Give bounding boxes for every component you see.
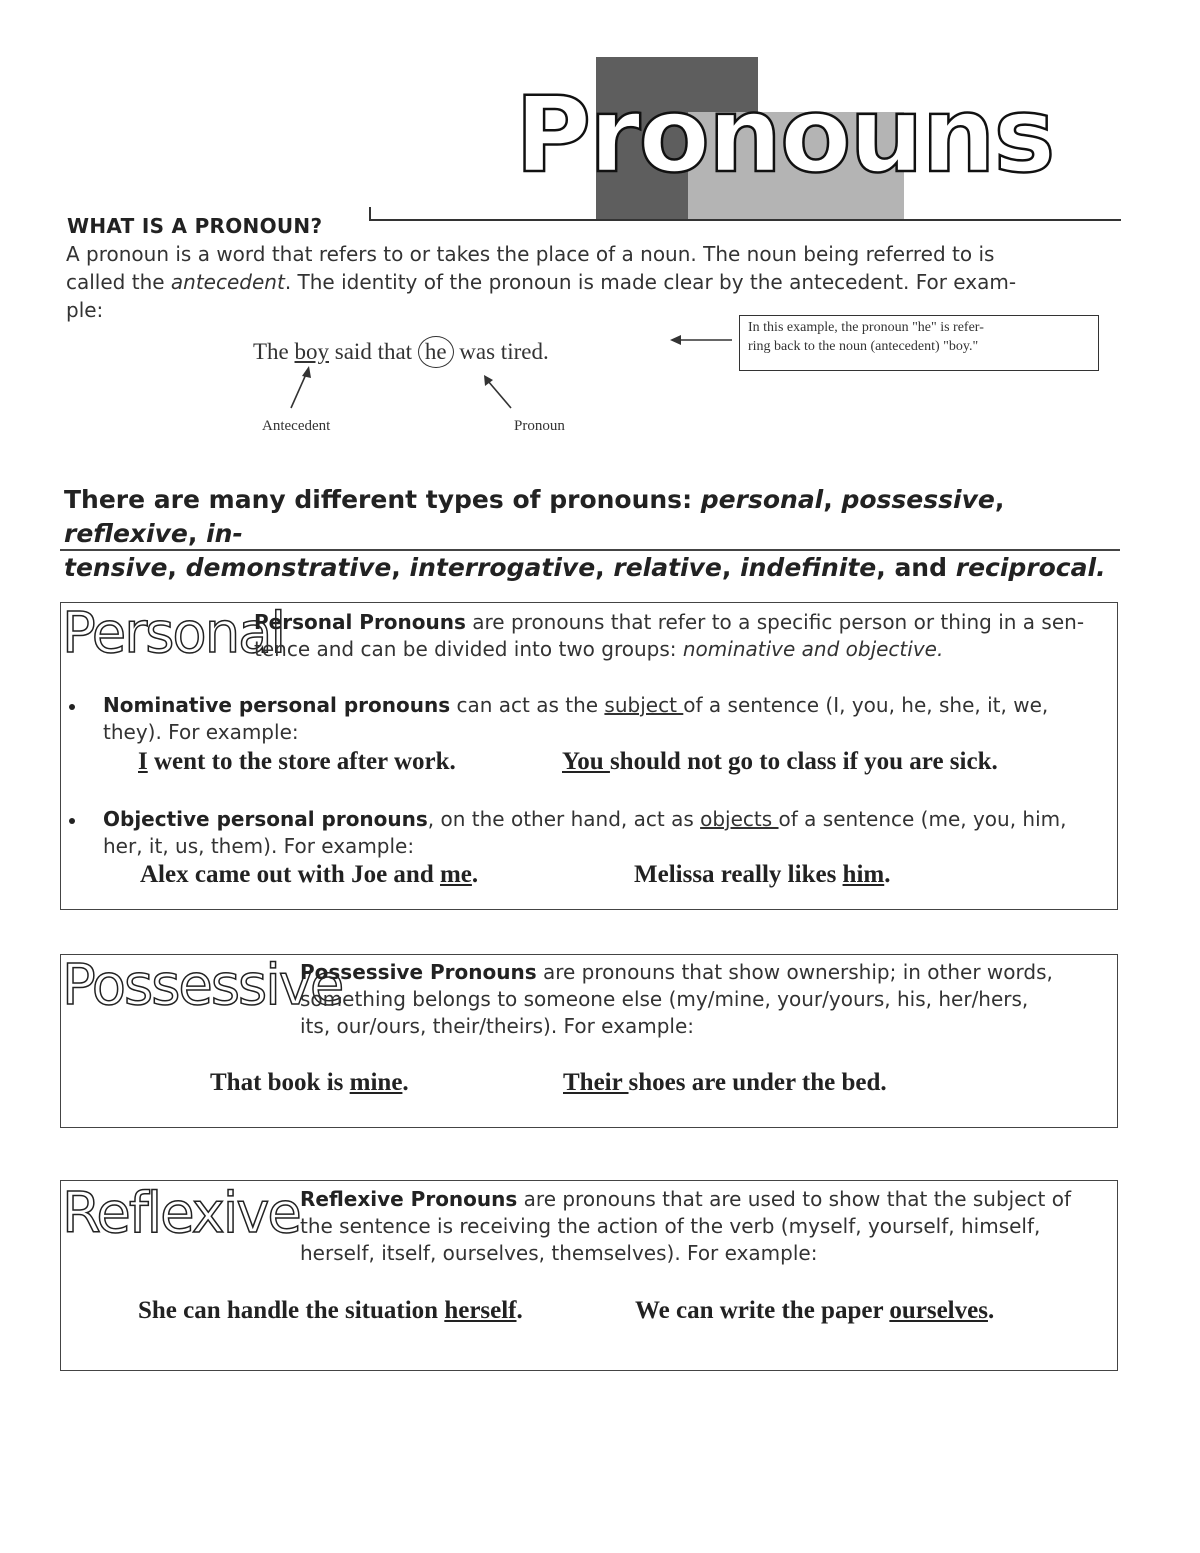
personal-desc-text: tence and can be divided into two groups:: [254, 637, 683, 661]
nominative-line-1: [103, 692, 1103, 719]
example-antecedent: boy: [294, 339, 330, 364]
pronoun-types-statement: [64, 483, 1124, 585]
note-line-2: ring back to the noun (antecedent) "boy.": [748, 339, 979, 354]
possessive-desc-line-3: its, our/ours, their/theirs). For example:: [300, 1014, 694, 1038]
reflexive-desc-line-2: the sentence is receiving the action of the verb (myself, yourself, himself,: [300, 1214, 1041, 1238]
note-arrowhead: [670, 335, 681, 345]
example-pronoun: You: [562, 748, 610, 775]
objective-bullet: [103, 806, 1113, 860]
label-pronoun: Pronoun: [514, 418, 565, 434]
example-pronoun-circled: he: [418, 336, 454, 368]
bullet-dot: [69, 704, 75, 710]
types-rule: [60, 549, 1120, 551]
example-pronoun: herself: [444, 1297, 517, 1324]
type-intensive-part2: tensive: [64, 553, 168, 582]
example-text: Melissa really likes: [634, 861, 843, 888]
intro-text: . The identity of the pronoun is made clear by the antecedent. For exam-: [284, 270, 1017, 294]
note-line-1: In this example, the pronoun "he" is refer-: [748, 320, 984, 335]
example-text: Alex came out with Joe and: [140, 861, 440, 888]
objective-text: , on the other hand, act as: [427, 807, 701, 831]
example-pronoun: Their: [563, 1069, 629, 1096]
type-personal: personal: [700, 485, 824, 514]
possessive-description: [300, 959, 1110, 1040]
example-text: .: [402, 1069, 409, 1096]
personal-description: [254, 609, 1114, 663]
type-interrogative: interrogative: [409, 553, 596, 582]
example-note-box: [739, 315, 1099, 371]
reflexive-description: [300, 1186, 1110, 1267]
bullet-dot: [69, 818, 75, 824]
objective-example-1: [140, 861, 478, 889]
personal-term: Personal Pronouns: [254, 610, 466, 634]
section-heading-what-is: WHAT IS A PRONOUN?: [67, 214, 323, 238]
example-text: She can handle the situation: [138, 1297, 445, 1324]
objective-example-2: [634, 861, 890, 889]
example-text: .: [516, 1297, 523, 1324]
type-reciprocal: reciprocal.: [955, 553, 1106, 582]
objective-text: of a sentence (me, you, him,: [778, 807, 1067, 831]
example-text: shoes are under the bed.: [628, 1069, 887, 1096]
example-pronoun: I: [138, 748, 148, 775]
type-demonstrative: demonstrative: [185, 553, 392, 582]
example-text: said that: [329, 339, 418, 364]
types-line-1: There are many different types of pronouns: personal, possessive, reflexive, in-: [64, 485, 1005, 548]
example-pronoun: me: [439, 861, 472, 888]
types-text: There are many different types of pronouns:: [64, 485, 701, 514]
example-text: We can write the paper: [635, 1297, 890, 1324]
antecedent-arrow: [291, 372, 307, 408]
possessive-example-1: [210, 1069, 409, 1097]
type-intensive-part1: in-: [206, 519, 243, 548]
nominative-example-2: [562, 748, 998, 776]
example-text: was tired.: [453, 339, 549, 364]
nominative-term: Nominative personal pronouns: [103, 693, 451, 717]
possessive-term: Possessive Pronouns: [300, 960, 537, 984]
reflexive-example-2: [635, 1297, 994, 1325]
reflexive-desc-text: are pronouns that are used to show that the subject of: [517, 1187, 1071, 1211]
example-text: That book is: [210, 1069, 350, 1096]
label-antecedent: Antecedent: [262, 418, 331, 434]
type-possessive: possessive: [841, 485, 995, 514]
types-text: and: [894, 553, 948, 582]
antecedent-arrowhead: [302, 366, 311, 378]
nominative-line-2: they). For example:: [103, 720, 299, 744]
page-title: Pronouns: [515, 74, 1054, 196]
reflexive-desc-line-3: herself, itself, ourselves, themselves). For example:: [300, 1241, 818, 1265]
nominative-text: of a sentence (I, you, he, she, it, we,: [683, 693, 1049, 717]
antecedent-term: antecedent: [170, 270, 285, 294]
intro-line-1: A pronoun is a word that refers to or takes the place of a noun. The noun being referred to is: [66, 242, 995, 266]
possessive-desc-text: are pronouns that show ownership; in other words,: [536, 960, 1053, 984]
possessive-desc-line-1: [300, 959, 1110, 986]
reflexive-title-word: Reflexive: [62, 1181, 300, 1246]
personal-title-word: Personal: [62, 601, 285, 666]
example-arrows: [0, 0, 1200, 460]
example-pronoun: mine: [349, 1069, 403, 1096]
nominative-example-1: [138, 748, 456, 776]
nominative-text: can act as the: [450, 693, 605, 717]
objects-word: objects: [700, 807, 779, 831]
intro-line-3: ple:: [66, 298, 104, 322]
nominative-bullet: [103, 692, 1103, 746]
pronoun-arrow: [488, 381, 511, 408]
personal-desc-line-1: [254, 609, 1114, 636]
subject-word: subject: [604, 693, 684, 717]
example-pronoun: ourselves: [889, 1297, 988, 1324]
example-text: .: [884, 861, 891, 888]
reflexive-term: Reflexive Pronouns: [300, 1187, 518, 1211]
personal-desc-line-2: [254, 636, 1114, 663]
possessive-title-word: Possessive: [62, 953, 343, 1018]
reflexive-desc-line-1: [300, 1186, 1110, 1213]
example-text: went to the store after work.: [147, 748, 456, 775]
example-text: should not go to class if you are sick.: [609, 748, 998, 775]
intro-text: called the: [66, 270, 171, 294]
types-line-2: tensive, demonstrative, interrogative, relative, indefinite, and reciprocal.: [64, 553, 1106, 582]
objective-line-2: her, it, us, them). For example:: [103, 834, 415, 858]
objective-term: Objective personal pronouns: [103, 807, 428, 831]
example-text: The: [253, 339, 295, 364]
type-relative: relative: [613, 553, 722, 582]
reflexive-example-1: [138, 1297, 523, 1325]
objective-line-1: [103, 806, 1113, 833]
personal-desc-text: are pronouns that refer to a specific person or thing in a sen-: [465, 610, 1085, 634]
type-reflexive: reflexive: [64, 519, 188, 548]
example-text: .: [471, 861, 479, 888]
possessive-example-2: [563, 1069, 887, 1097]
example-pronoun: him: [842, 861, 885, 888]
possessive-desc-line-2: something belongs to someone else (my/mine, your/yours, his, her/hers,: [300, 987, 1029, 1011]
type-indefinite: indefinite: [740, 553, 877, 582]
example-text: .: [987, 1297, 995, 1324]
personal-groups: nominative and objective.: [682, 637, 944, 661]
